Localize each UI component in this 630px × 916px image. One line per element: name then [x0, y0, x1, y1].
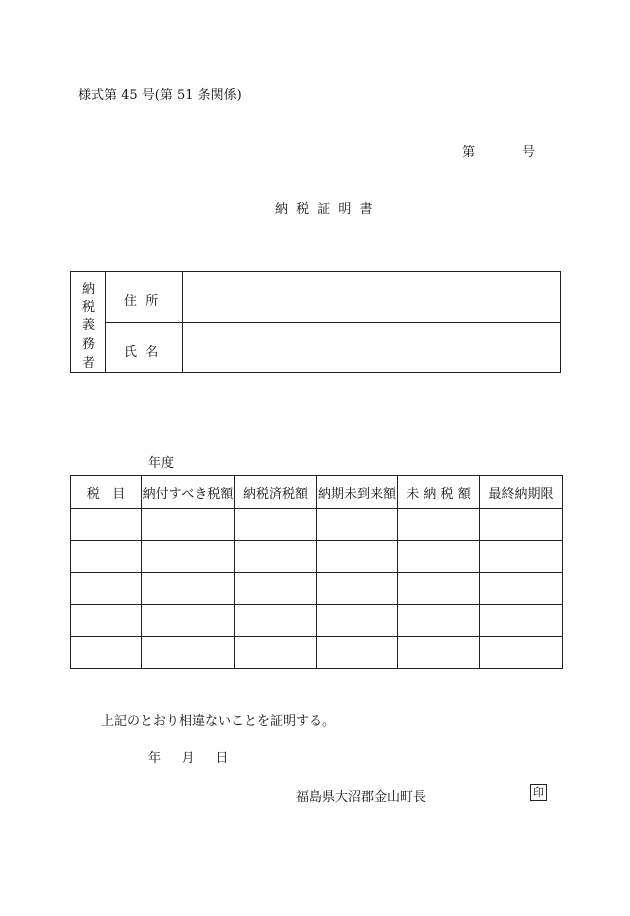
table-cell[interactable] — [235, 637, 317, 669]
tax-table-header — [71, 476, 563, 509]
fiscal-year-label: 年度 — [148, 456, 175, 471]
table-cell[interactable] — [317, 605, 398, 637]
document-number-suffix: 号 — [522, 145, 536, 160]
table-cell[interactable] — [71, 541, 142, 573]
taxpayer-side-char: 者 — [81, 356, 95, 371]
date-line: 年 月 日 — [148, 751, 229, 766]
table-cell[interactable] — [398, 509, 480, 541]
table-cell[interactable] — [317, 509, 398, 541]
table-cell[interactable] — [398, 637, 480, 669]
table-cell[interactable] — [480, 605, 563, 637]
table-cell[interactable] — [71, 605, 142, 637]
table-cell[interactable] — [71, 509, 142, 541]
document-number-label: 第 — [462, 145, 476, 160]
table-cell[interactable] — [235, 605, 317, 637]
table-cell[interactable] — [480, 573, 563, 605]
table-row — [71, 637, 563, 669]
table-row — [71, 605, 563, 637]
table-cell[interactable] — [398, 573, 480, 605]
header-final-deadline: 最終納期限 — [480, 476, 563, 509]
table-cell[interactable] — [317, 541, 398, 573]
header-amount-due: 納付すべき税額 — [142, 476, 235, 509]
document-title: 納 税 証 明 書 — [275, 202, 375, 217]
table-row — [71, 541, 563, 573]
table-cell[interactable] — [398, 605, 480, 637]
table-cell[interactable] — [235, 541, 317, 573]
table-row — [71, 509, 563, 541]
certification-statement: 上記のとおり相違ないことを証明する。 — [101, 714, 336, 729]
table-cell[interactable] — [142, 605, 235, 637]
taxpayer-side-char: 務 — [81, 337, 95, 352]
form-number: 様式第 45 号(第 51 条関係) — [78, 88, 242, 103]
taxpayer-row-divider — [106, 322, 560, 323]
header-amount-unpaid: 未 納 税 額 — [398, 476, 480, 509]
address-label: 住 所 — [124, 294, 159, 309]
table-cell[interactable] — [142, 637, 235, 669]
taxpayer-side-char: 税 — [81, 300, 95, 315]
table-cell[interactable] — [317, 573, 398, 605]
table-cell[interactable] — [142, 509, 235, 541]
table-cell[interactable] — [317, 637, 398, 669]
table-row — [71, 573, 563, 605]
taxpayer-side-char: 納 — [81, 282, 95, 297]
table-cell[interactable] — [398, 541, 480, 573]
header-tax-item: 税 目 — [71, 476, 142, 509]
table-cell[interactable] — [142, 541, 235, 573]
table-cell[interactable] — [142, 573, 235, 605]
table-cell[interactable] — [71, 573, 142, 605]
table-cell[interactable] — [71, 637, 142, 669]
table-cell[interactable] — [235, 509, 317, 541]
header-amount-paid: 納税済税額 — [235, 476, 317, 509]
table-cell[interactable] — [480, 509, 563, 541]
taxpayer-side-char: 義 — [81, 318, 95, 333]
table-cell[interactable] — [235, 573, 317, 605]
table-cell[interactable] — [480, 637, 563, 669]
tax-table — [70, 475, 563, 669]
taxpayer-side-label — [71, 272, 106, 372]
name-label: 氏 名 — [124, 345, 159, 360]
seal-stamp: 印 — [530, 784, 547, 801]
header-amount-not-yet-due: 納期未到来額 — [317, 476, 398, 509]
issuer-name: 福島県大沼郡金山町長 — [296, 790, 427, 805]
table-cell[interactable] — [480, 541, 563, 573]
